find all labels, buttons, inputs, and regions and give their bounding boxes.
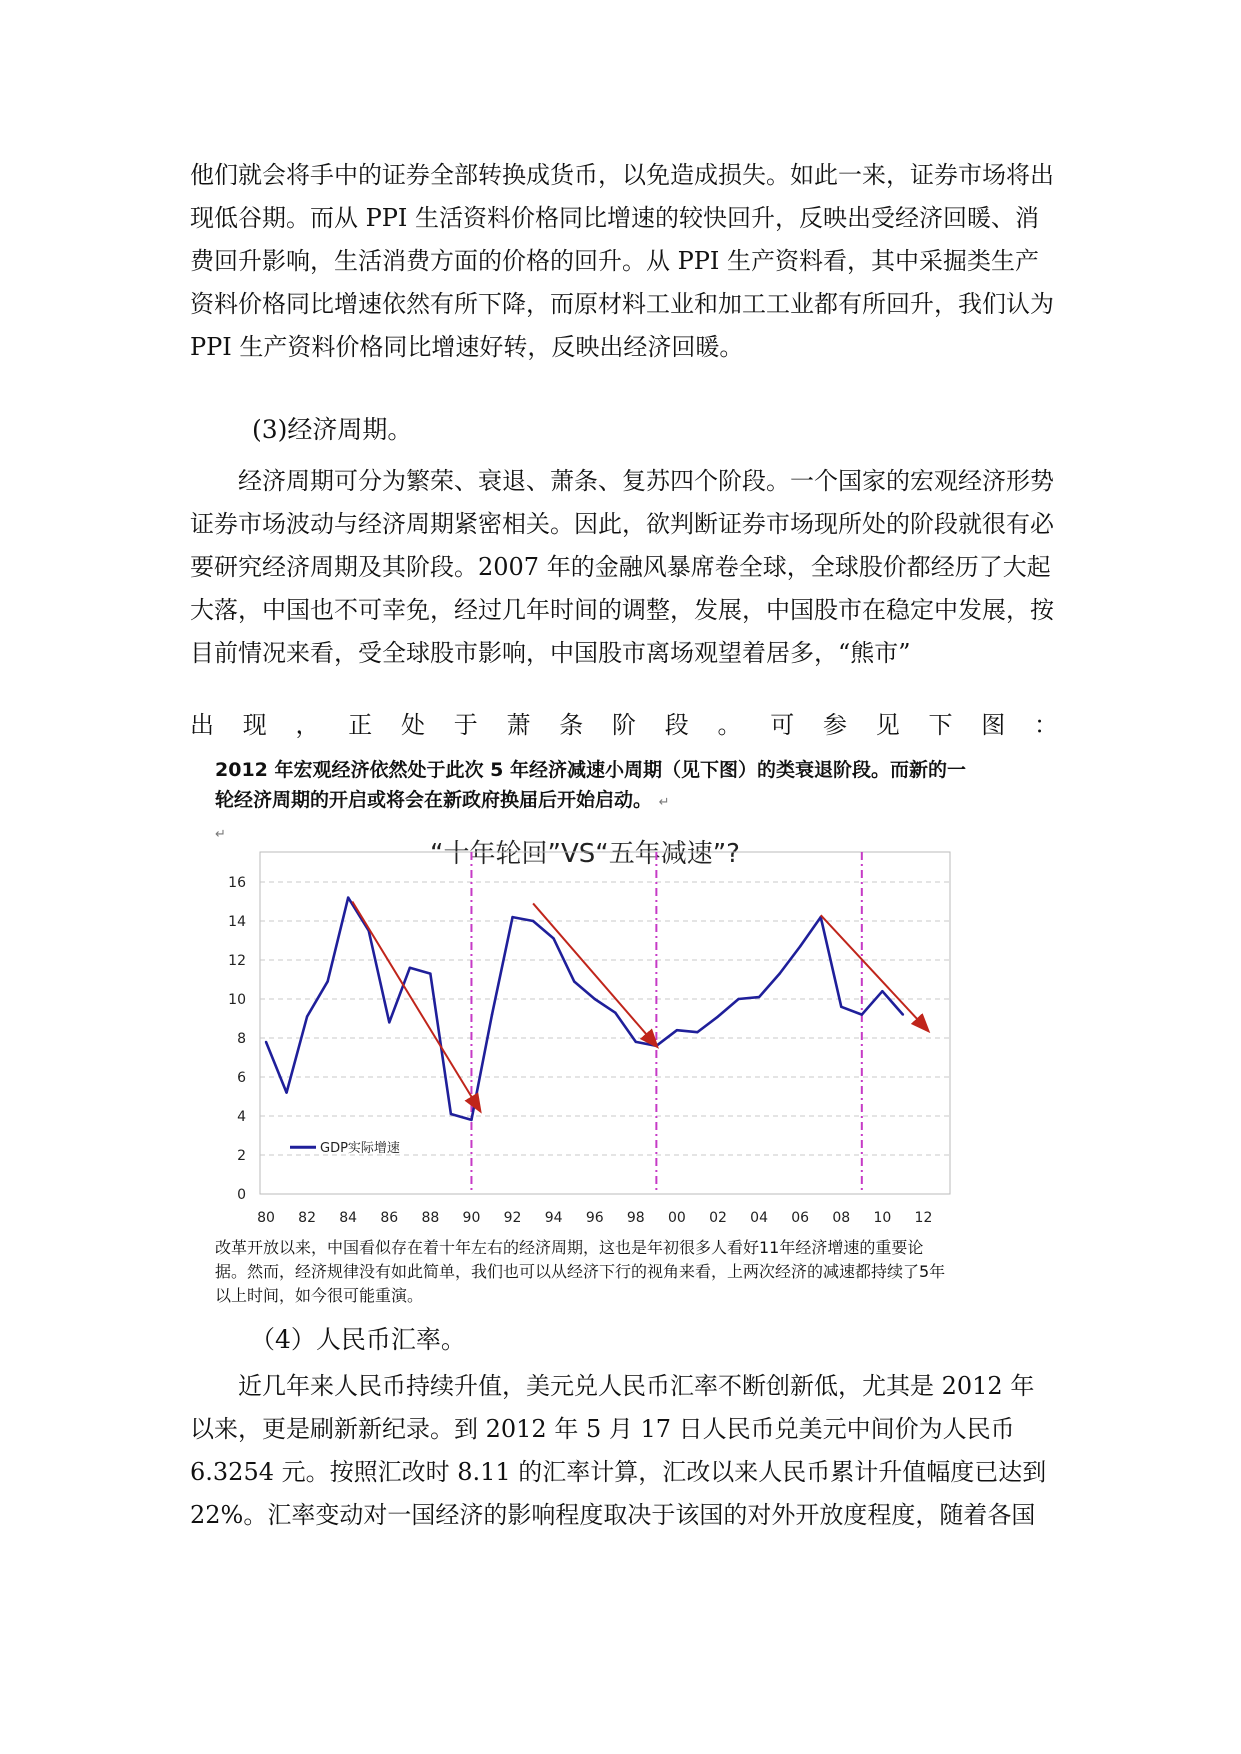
x-tick-label: 08 [832,1210,851,1226]
data-point [450,1113,452,1115]
x-tick-label: 06 [791,1210,810,1226]
y-tick-label: 4 [237,1109,246,1125]
data-point [306,1015,308,1017]
y-tick-label: 14 [228,914,246,930]
x-tick-label: 82 [298,1210,317,1226]
x-tick-label: 10 [873,1210,892,1226]
y-tick-label: 2 [237,1148,246,1164]
data-point [799,945,801,947]
x-tick-label: 86 [380,1210,399,1226]
x-tick-label: 94 [544,1210,563,1226]
x-tick-label: 90 [462,1210,481,1226]
data-point [491,1013,493,1015]
chart-title: “十年轮回”VS“五年减速”? [430,839,740,869]
data-point [552,937,554,939]
data-point [511,916,513,918]
data-point [470,1119,472,1121]
data-point [429,972,431,974]
data-point [881,990,883,992]
data-point [347,896,349,898]
x-tick-label: 02 [709,1210,727,1226]
data-point [614,1011,616,1013]
heading-rmb-exchange-rate: （4）人民币汇率。 [250,1325,466,1354]
paragraph-economic-cycle: 经济周期可分为繁荣、衰退、萧条、复苏四个阶段。一个国家的宏观经济形势证券市场波动与经济周期紧密相关。因此，欲判断证券市场现所处的阶段就很有必要研究经济周期及其阶段。2007 年的金融风暴席卷全球，全球股价都经历了大起大落，中国也不可幸免，经过几年时间的调整，发展，中国股市在稳定中发展，按目前情况来看，受全球股市影响，中国股市离场观望着居多，“熊市” [190,467,1054,667]
trend-arrow [533,903,656,1045]
return-mark: ↵ [658,795,670,810]
data-point [717,1015,719,1017]
x-tick-label: 98 [626,1210,645,1226]
y-tick-label: 0 [237,1187,246,1203]
data-point [285,1091,287,1093]
x-tick-label: 88 [421,1210,440,1226]
paragraph-ppi: 他们就会将手中的证券全部转换成货币，以免造成损失。如此一来，证券市场将出现低谷期。而从 PPI 生活资料价格同比增速的较快回升，反映出受经济回暖、消费回升影响，生活消费方面的价格的回升。从 PPI 生产资料看，其中采掘类生产资料价格同比增速依然有所下降，而原材料工业和加工工业都有所回升，我们认为 PPI 生产资料价格同比增速好转，反映出经济回暖。 [190,161,1054,361]
data-point [388,1021,390,1023]
data-point [265,1041,267,1043]
x-tick-label: 00 [667,1210,686,1226]
data-point [594,998,596,1000]
data-point [778,972,780,974]
data-point [840,1006,842,1008]
series-line-gdp [266,898,903,1120]
legend-label: GDP实际增速 [320,1141,400,1157]
x-tick-label: 12 [914,1210,933,1226]
data-point [676,1029,678,1031]
x-tick-label: 84 [339,1210,358,1226]
y-tick-label: 12 [228,953,246,969]
data-point [861,1013,863,1015]
y-tick-label: 16 [228,875,246,891]
data-point [737,998,739,1000]
figure-caption-top-text: 2012 年宏观经济依然处于此次 5 年经济减速小周期（见下图）的类衰退阶段。而新的一轮经济周期的开启或将会在新政府换届后开始启动。 [215,759,966,811]
data-point [635,1041,637,1043]
trend-arrow [821,915,928,1030]
data-point [532,920,534,922]
x-tick-label: 92 [503,1210,522,1226]
paragraph-rmb: 近几年来人民币持续升值，美元兑人民币汇率不断创新低，尤其是 2012 年以来，更是刷新新纪录。到 2012 年 5 月 17 日人民币兑美元中间价为人民币 6.3254 元。按照汇改时 8.11 的汇率计算，汇改以来人民币累计升值幅度已达到 22%。汇率变动对一国经济的影响程度取决于该国的对外开放度程度，随着各国 [190,1372,1047,1529]
data-point [902,1013,904,1015]
y-tick-label: 8 [237,1031,246,1047]
y-tick-label: 10 [228,992,246,1008]
x-tick-label: 80 [257,1210,275,1226]
data-point [573,980,575,982]
data-point [696,1031,698,1033]
data-point [758,996,760,998]
gdp-growth-chart [205,820,965,1240]
figure-caption-bottom: 改革开放以来，中国看似存在着十年左右的经济周期，这也是年初很多人看好11年经济增速的重要论据。然而，经济规律没有如此简单，我们也可以从经济下行的视角来看，上两次经济的减速都持续了5年以上时间，如今很可能重演。 [215,1238,946,1305]
trend-arrow [352,902,479,1111]
data-point [326,980,328,982]
return-mark-2: ↵ [215,827,226,842]
data-point [409,967,411,969]
paragraph-economic-cycle-last-line: 出 现 ， 正 处 于 萧 条 阶 段 。 可 参 见 下 图 ： [190,711,1058,739]
heading-economic-cycle: (3)经济周期。 [252,415,413,444]
x-tick-label: 96 [585,1210,604,1226]
x-tick-label: 04 [750,1210,769,1226]
y-tick-label: 6 [237,1070,246,1086]
